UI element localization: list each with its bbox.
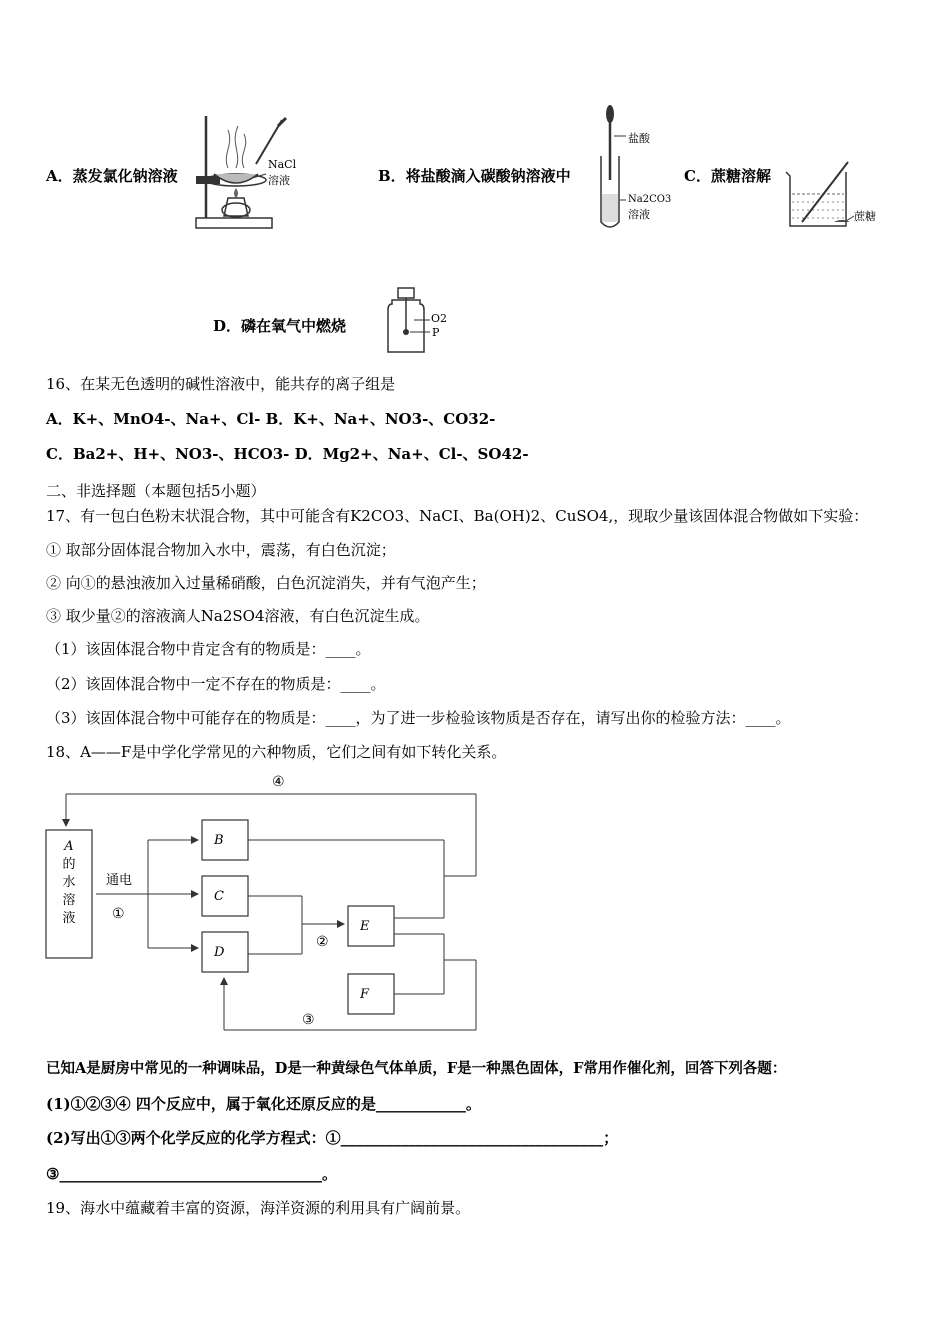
sucrose-label: 蔗糖 bbox=[854, 210, 876, 223]
q16-row1: A．K+、MnO4-、Na+、Cl- B．K+、Na+、NO3-、CO32- bbox=[46, 410, 496, 428]
box-c-label: C bbox=[214, 889, 224, 904]
beaker-figure bbox=[782, 158, 887, 233]
nacl-label: NaCl bbox=[268, 158, 297, 171]
q18-part2: (2)写出①③两个化学反应的化学方程式：①___________________________________； bbox=[46, 1129, 619, 1147]
q18-stem: 18、A——F是中学化学常见的六种物质，它们之间有如下转化关系。 bbox=[46, 743, 507, 761]
option-c-label: C．蔗糖溶解 bbox=[684, 167, 771, 185]
q16-stem: 16、在某无色透明的碱性溶液中，能共存的离子组是 bbox=[46, 375, 396, 393]
reaction-3-mark: ③ bbox=[302, 1012, 315, 1028]
box-a-line-5: 液 bbox=[62, 911, 76, 926]
q17-sub2: （2）该固体混合物中一定不存在的物质是：____。 bbox=[46, 675, 386, 693]
box-b-label: B bbox=[214, 833, 224, 848]
evaporation-apparatus-figure bbox=[192, 108, 307, 233]
q17-sub3: （3）该固体混合物中可能存在的物质是：____，为了进一步检验该物质是否存在，请写出你的检验方法：____。 bbox=[46, 709, 791, 727]
q16-row2: C．Ba2+、H+、NO3-、HCO3- D．Mg2+、Na+、Cl-、SO42- bbox=[46, 445, 529, 463]
box-a-line-2: 的 bbox=[62, 857, 76, 872]
p-label: P bbox=[432, 326, 440, 339]
q18-known: 已知A是厨房中常见的一种调味品，D是一种黄绿色气体单质，F是一种黑色固体，F常用作催化剂，回答下列各题： bbox=[46, 1060, 787, 1077]
electrolysis-label: 通电 bbox=[106, 873, 133, 888]
reaction-4-mark: ④ bbox=[272, 774, 285, 790]
q17-stem: 17、有一包白色粉末状混合物，其中可能含有K2CO3、NaCI、Ba(OH)2、CuSO4,，现取少量该固体混合物做如下实验： bbox=[46, 507, 869, 525]
phosphorus-combustion-figure bbox=[380, 282, 450, 357]
section-heading: 二、非选择题（本题包括5小题） bbox=[46, 482, 266, 500]
box-a-line-1: A bbox=[64, 839, 74, 854]
q17-step2: ② 向①的悬浊液加入过量稀硝酸，白色沉淀消失，并有气泡产生； bbox=[46, 574, 486, 592]
box-a-line-3: 水 bbox=[62, 875, 76, 890]
solution-label-b: 溶液 bbox=[628, 208, 650, 221]
o2-label: O2 bbox=[431, 312, 448, 325]
q17-step3: ③ 取少量②的溶液滴人Na2SO4溶液，有白色沉淀生成。 bbox=[46, 607, 430, 625]
option-b-label: B．将盐酸滴入碳酸钠溶液中 bbox=[378, 167, 571, 185]
option-d-label: D．磷在氧气中燃烧 bbox=[213, 317, 347, 335]
box-d-label: D bbox=[214, 945, 225, 960]
na2co3-label: Na2CO3 bbox=[628, 194, 672, 205]
q19-stem: 19、海水中蕴藏着丰富的资源，海洋资源的利用具有广阔前景。 bbox=[46, 1199, 471, 1217]
box-a-line-4: 溶 bbox=[62, 893, 76, 908]
q17-sub1: （1）该固体混合物中肯定含有的物质是：____。 bbox=[46, 640, 371, 658]
q17-step1: ① 取部分固体混合物加入水中，震荡，有白色沉淀； bbox=[46, 541, 396, 559]
test-tube-figure bbox=[596, 100, 676, 235]
option-a-label: A．蒸发氯化钠溶液 bbox=[46, 167, 178, 185]
reaction-1-mark: ① bbox=[112, 906, 125, 922]
q18-part1: (1)①②③④ 四个反应中，属于氧化还原反应的是____________。 bbox=[46, 1095, 481, 1113]
box-e-label: E bbox=[360, 919, 370, 934]
reaction-2-mark: ② bbox=[316, 934, 329, 950]
hcl-label: 盐酸 bbox=[628, 132, 650, 145]
solution-label: 溶液 bbox=[268, 174, 290, 187]
box-f-label: F bbox=[360, 987, 370, 1002]
conversion-diagram bbox=[40, 768, 485, 1036]
q18-part3: ③___________________________________。 bbox=[46, 1165, 337, 1183]
